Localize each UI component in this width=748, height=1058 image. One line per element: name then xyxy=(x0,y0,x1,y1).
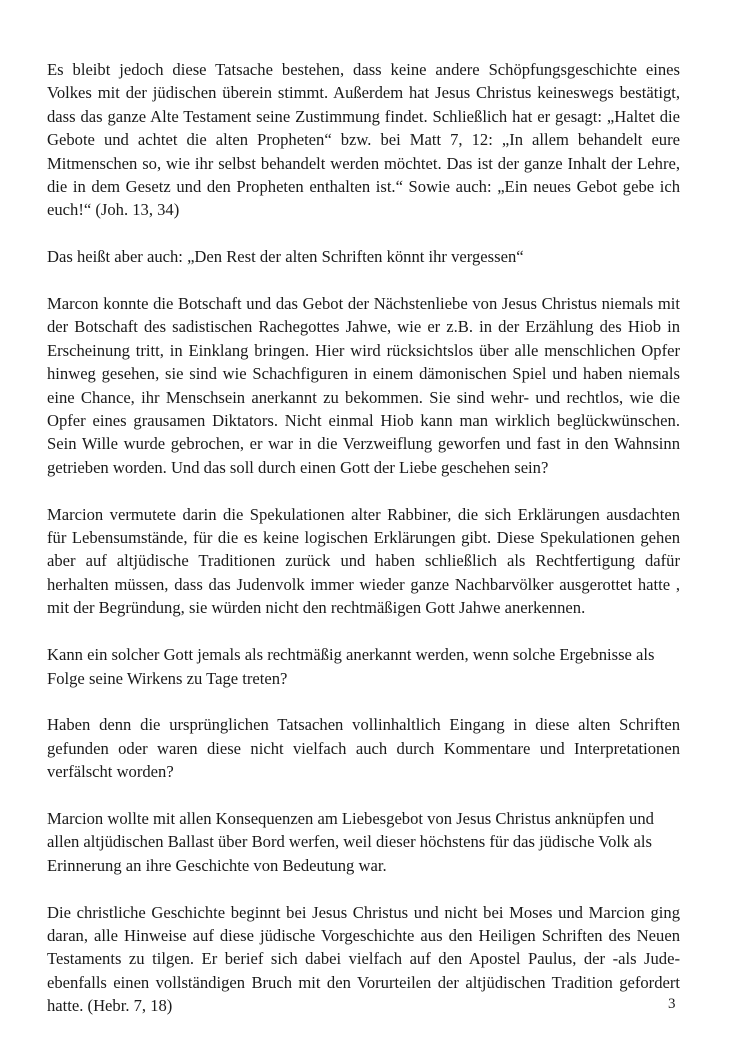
page-number: 3 xyxy=(668,996,676,1012)
document-page xyxy=(47,58,680,1041)
paragraph-christliche-geschichte: Die christliche Geschichte beginnt bei Jesus Christus und nicht bei Moses und Marcion ging daran, alle Hinweise auf diese jüdische Vorgeschichte aus den Heiligen Schriften des Neuen Testaments zu tilgen. Er berief sich dabei vielfach auf den Apostel Paulus, der -als Jude- ebenfalls einen vollständigen Bruch mit den Vorurteilen der altjüdischen Tradition gefordert hatte. (Hebr. 7, 18) xyxy=(47,902,680,1016)
paragraph-marcon-hiob: Marcon konnte die Botschaft und das Gebot der Nächstenliebe von Jesus Christus niemals mit der Botschaft des sadistischen Rachegottes Jahwe, wie er z.B. in der Erzählung des Hiob in Erscheinung tritt, in Einklang bringen. Hier wird rücksichtslos über alle menschlichen Opfer hinweg gesehen, sie sind wie Schachfiguren in einem dämonischen Spiel und haben niemals eine Chance, ihr Menschsein anerkannt zu bekommen. Sie sind wehr- und rechtlos, wie die Opfer eines grausamen Diktators. Nicht einmal Hiob kann man wirklich beglückwünschen. Sein Wille wurde gebrochen, er war in die Verzweiflung geworfen und fast in den Wahnsinn getrieben worden. Und das soll durch einen Gott der Liebe geschehen sein? xyxy=(47,294,680,477)
paragraph-rabbiner-spekulationen: Marcion vermutete darin die Spekulationen alter Rabbiner, die sich Erklärungen ausdachten für Lebensumstände, für die es keine logischen Erklärungen gibt. Diese Spekulationen gehen aber auf altjüdische Traditionen zurück und haben schließlich als Rechtfertigung dafür herhalten müssen, dass das Judenvolk immer wieder ganze Nachbarvölker ausgerottet hatte , mit der Begründung, sie würden nicht den rechtmäßigen Gott Jahwe anerkennen. xyxy=(47,504,680,618)
paragraph-liebesgebot: Marcion wollte mit allen Konsequenzen am Liebesgebot von Jesus Christus anknüpfen und allen altjüdischen Ballast über Bord werfen, weil dieser höchstens für das jüdische Volk als Erinnerung an ihre Geschichte von Bedeutung war. xyxy=(47,808,654,875)
paragraph-rest-der-schriften: Das heißt aber auch: „Den Rest der alten Schriften könnt ihr vergessen“ xyxy=(47,247,524,267)
paragraph-schoepfungsgeschichte: Es bleibt jedoch diese Tatsache bestehen, dass keine andere Schöpfungsgeschichte eines Volkes mit der jüdischen überein stimmt. Außerdem hat Jesus Christus keineswegs bestätigt, dass das ganze Alte Testament seine Zustimmung findet. Schließlich hat er gesagt: „Haltet die Gebote und achtet die alten Propheten“ bzw. bei Matt 7, 12: „In allem behandelt eure Mitmenschen so, wie ihr selbst behandelt werden möchtet. Das ist der ganze Inhalt der Lehre, die in dem Gesetz und den Propheten enthalten ist.“ Sowie auch: „Ein neues Gebot gebe ich euch!“ (Joh. 13, 34) xyxy=(47,60,680,220)
paragraph-urspruengliche-tatsachen: Haben denn die ursprünglichen Tatsachen vollinhaltlich Eingang in diese alten Schriften gefunden oder waren diese nicht vielfach auch durch Kommentare und Interpretationen verfälscht worden? xyxy=(47,715,680,782)
paragraph-rechtmaessiger-gott: Kann ein solcher Gott jemals als rechtmäßig anerkannt werden, wenn solche Ergebnisse als Folge seine Wirkens zu Tage treten? xyxy=(47,645,655,688)
